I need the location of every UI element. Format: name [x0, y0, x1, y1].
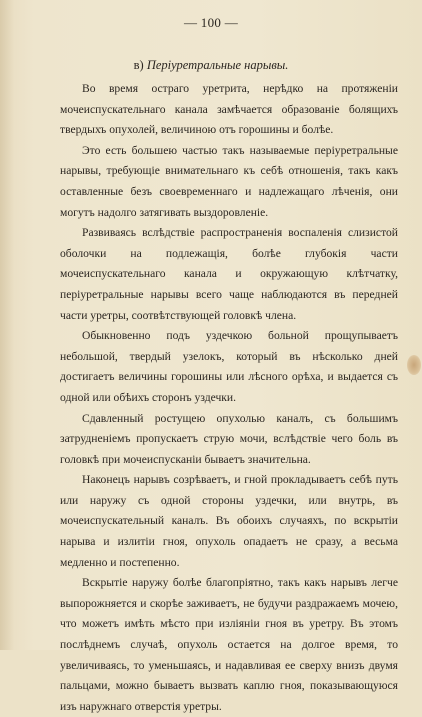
paragraph-4: Обыкновенно подъ уздечкою больной прощупываетъ небольшой, твердый узелокъ, который въ нѣсколько дней достигаетъ величины горошины или лѣсного орѣха, и выдается съ одной или обѣихъ сторонъ уздечки.: [60, 329, 398, 404]
body-text: [60, 79, 398, 717]
paragraph-6: Наконецъ нарывъ созрѣваетъ, и гной прокладываетъ себѣ путь или наружу съ одной стороны уздечки, или внутрь, въ мочеиспускательный каналъ. Въ обоихъ случаяхъ, по вскрытіи нарыва и излитіи гноя, опухоль опадаетъ не сразу, а весьма медленно и постепенно.: [60, 473, 398, 569]
paper-stain: [407, 355, 421, 375]
section-heading: [0, 58, 422, 73]
paragraph-7: Вскрытіе наружу болѣе благопріятно, такъ какъ нарывъ легче выпорожняется и скорѣе заживаетъ, не будучи раздражаемъ мочею, что можетъ имѣть мѣсто при изліяніи гноя въ уретру. Въ этомъ послѣднемъ случаѣ, опухоль остается на долгое время, то увеличиваясь, то уменьшаясь, и надавливая ее сверху внизъ двумя пальцами, можно бываетъ вызвать каплю гноя, показывающуюся изъ наружнаго отверстія уретры.: [60, 576, 398, 713]
paragraph-5: Сдавленный ростущею опухолью каналъ, съ большимъ затрудненіемъ пропускаетъ струю мочи, вслѣдствіе чего боль въ головкѣ при мочеиспусканіи бываетъ значительна.: [60, 411, 398, 466]
paragraph-2: Это есть большею частью такъ называемые періуретральные нарывы, требующіе внимательнаго къ себѣ отношенія, такъ какъ оставленные безъ своевременнаго и надлежащаго лѣченія, они могутъ надолго затягивать выздоровленіе.: [60, 143, 398, 219]
page-edge-shadow: [0, 0, 14, 650]
paragraph-3: Развиваясь вслѣдствіе распространенія воспаленія слизистой оболочки на подлежащія, болѣе глубокія части мочеиспускательнаго канала и окружающую клѣтчатку, періуретральные нарывы всего чаще наблюдаются въ передней части уретры, соотвѣтствующей головкѣ члена.: [60, 226, 398, 322]
paragraph-1: Во время остраго уретрита, нерѣдко на протяженіи мочеиспускательнаго канала замѣчается образованіе болящихъ твердыхъ опухолей, величиною отъ горошины и болѣе.: [60, 82, 398, 137]
section-title: Періуретральные нарывы.: [146, 58, 289, 72]
section-marker: в): [133, 58, 144, 72]
page-number: — 100 —: [183, 15, 239, 30]
